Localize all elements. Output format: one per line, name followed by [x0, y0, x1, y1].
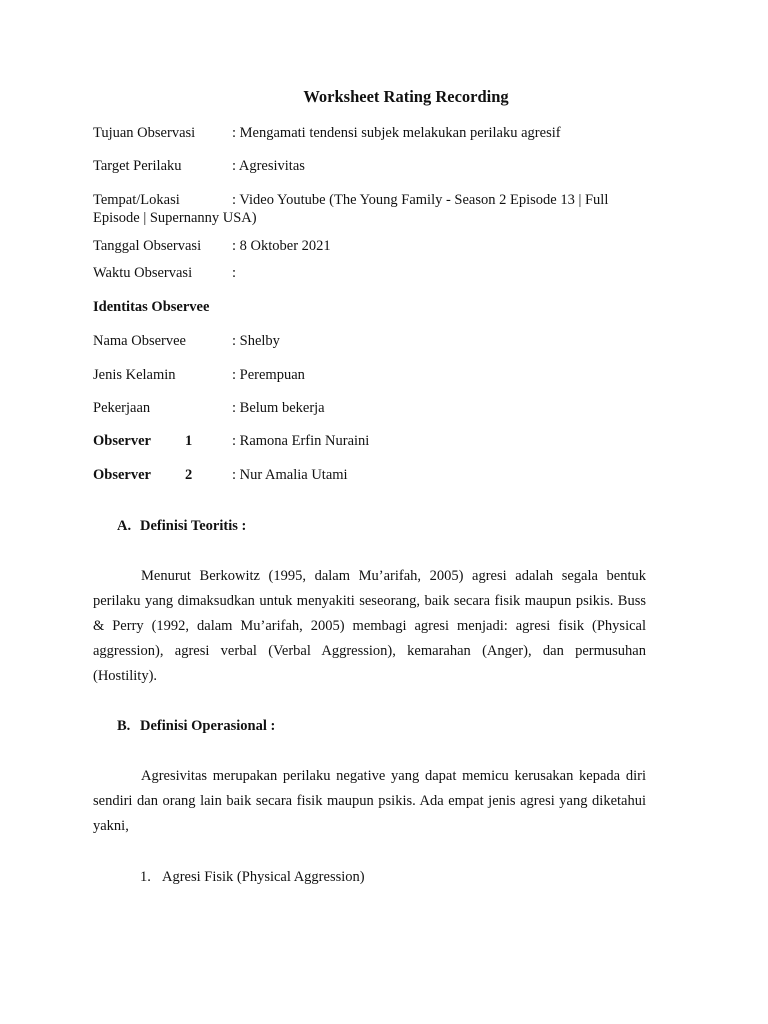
section-a-heading	[117, 518, 246, 535]
field-label: Observer	[93, 433, 151, 449]
field-label: Pekerjaan	[93, 400, 151, 416]
field-label: Tujuan Observasi	[93, 125, 196, 141]
list-item	[140, 869, 365, 886]
field-value: : Ramona Erfin Nuraini	[232, 433, 370, 449]
identitas-heading-text: Identitas Observee	[93, 299, 210, 315]
field-value: : Agresivitas	[232, 158, 305, 174]
section-marker: B.	[117, 718, 131, 734]
list-item-text: Agresi Fisik (Physical Aggression)	[162, 869, 365, 885]
field-label: Waktu Observasi	[93, 265, 193, 281]
field-value: : Mengamati tendensi subjek melakukan perilaku agresif	[232, 125, 561, 141]
observer-number: 1	[185, 433, 193, 449]
field-label: Nama Observee	[93, 333, 186, 349]
field-label: Observer	[93, 467, 151, 483]
field-value: : Nur Amalia Utami	[232, 467, 348, 483]
observer-number: 2	[185, 467, 193, 483]
field-label: Target Perilaku	[93, 158, 182, 174]
field-label: Jenis Kelamin	[93, 367, 176, 383]
field-value: : Belum bekerja	[232, 400, 325, 416]
field-label: Tempat/Lokasi	[93, 192, 180, 208]
field-value: : 8 Oktober 2021	[232, 238, 331, 254]
field-value: :	[232, 265, 237, 281]
field-value: : Video Youtube (The Young Family - Season 2 Episode 13 | Full	[232, 192, 609, 208]
section-marker: A.	[117, 518, 132, 534]
list-marker: 1.	[140, 869, 151, 885]
section-title: Definisi Operasional :	[140, 718, 276, 734]
section-b-paragraph: Agresivitas merupakan perilaku negative yang dapat memicu kerusakan kepada diri sendiri dan orang lain baik secara fisik maupun psikis. Ada empat jenis agresi yang diketahui yakni,	[93, 768, 646, 834]
field-value: : Shelby	[232, 333, 280, 349]
field-label: Tanggal Observasi	[93, 238, 202, 254]
document-title: Worksheet Rating Recording	[303, 87, 509, 106]
section-title: Definisi Teoritis :	[140, 518, 247, 534]
section-b-heading	[117, 718, 275, 735]
field-value-continued: Episode | Supernanny USA)	[93, 210, 257, 226]
section-a-paragraph: Menurut Berkowitz (1995, dalam Mu’arifah, 2005) agresi adalah segala bentuk perilaku yang dimaksudkan untuk menyakiti seseorang, baik secara fisik maupun psikis. Buss & Perry (1992, dalam Mu’arifah, 2005) membagi agresi menjadi: agresi fisik (Physical aggression), agresi verbal (Verbal Aggression), kemarahan (Anger), dan permusuhan (Hostility).	[93, 568, 646, 684]
field-value: : Perempuan	[232, 367, 305, 383]
